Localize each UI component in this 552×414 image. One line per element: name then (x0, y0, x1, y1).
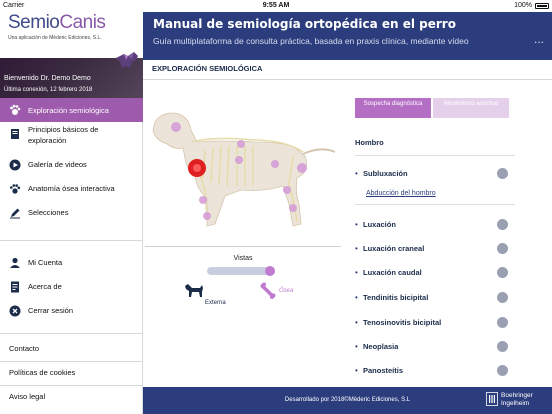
list-item-label: Tendinitis bicipital (363, 293, 429, 302)
menu-item-mi-cuenta[interactable] (0, 254, 143, 274)
view-label: Ósea (279, 288, 294, 294)
menu-item-label: Exploración semiológica (28, 106, 109, 115)
menu-divider (0, 361, 143, 362)
sidebar-header (0, 12, 143, 98)
header-bar (143, 12, 552, 60)
book-icon (9, 128, 21, 140)
list-item-label: Panosteítis (363, 366, 404, 375)
page-subtitle: Guía multiplataforma de consulta práctica, basada en praxis clínica, mediante vídeo (153, 36, 469, 46)
list-item-luxacion-caudal[interactable]: • Luxación caudal (355, 267, 515, 283)
brand-line-2: Ingelheim (501, 400, 530, 407)
bone-icon (259, 282, 277, 300)
dog-skeleton-illustration (145, 100, 345, 240)
close-circle-icon (9, 305, 21, 317)
section-title: EXPLORACIÓN SEMIOLÓGICA (152, 64, 263, 73)
menu-item-label: Selecciones (28, 208, 69, 217)
paw-prints-icon (9, 183, 21, 195)
app-logo: SemioCanis (8, 12, 106, 33)
view-osea-button[interactable] (259, 282, 299, 310)
battery-percent: 100% (514, 2, 532, 9)
logo-subtitle: Una aplicación de Mèderic Ediciones, S.L. (8, 35, 102, 41)
list-divider (355, 204, 515, 205)
menu-divider (0, 240, 143, 241)
menu-item-selecciones[interactable] (0, 204, 143, 224)
play-icon (9, 159, 21, 171)
chevron-down-icon (497, 317, 508, 328)
region-divider (355, 155, 515, 156)
chevron-down-icon (497, 243, 508, 254)
menu-item-label: Mi Cuenta (28, 258, 63, 267)
tab-sospecha-diagnostica[interactable]: Sospecha diagnóstica (355, 98, 431, 118)
list-item-label: Luxación (363, 220, 396, 229)
menu-item-label: Principios básicos de exploración (28, 125, 99, 145)
view-externa-button[interactable] (183, 282, 226, 310)
carrier-label: Carrier (3, 2, 25, 9)
section-divider (143, 79, 552, 80)
menu-item-label: Anatomía ósea interactiva (28, 184, 115, 193)
brand-icon (486, 392, 498, 406)
chevron-down-icon (497, 168, 508, 179)
brand-line-1: Boehringer (501, 392, 533, 399)
view-slider-thumb[interactable] (265, 266, 275, 276)
list-item-luxacion[interactable]: • Luxación (355, 219, 515, 235)
pencil-icon (9, 207, 21, 219)
menu-item-label: Cerrar sesión (28, 306, 74, 315)
list-item-label: Luxación craneal (363, 244, 425, 253)
cookies-link[interactable]: Políticas de cookies (9, 368, 76, 377)
document-icon (9, 281, 21, 293)
menu-item-label: Galería de videos (28, 160, 87, 169)
list-item-label: Tenosinovitis bicipital (363, 318, 442, 327)
list-item-label: Subluxación (363, 169, 408, 178)
list-item-subluxacion[interactable]: • Subluxación (355, 168, 515, 184)
last-connection-text: Última conexión, 12 febrero 2018 (4, 87, 93, 93)
list-item-luxacion-craneal[interactable]: • Luxación craneal (355, 243, 515, 259)
sidebar (0, 12, 143, 414)
menu-item-exploracion[interactable] (0, 98, 143, 122)
page-title: Manual de semiología ortopédica en el perro (153, 17, 456, 31)
view-label: Externa (205, 300, 226, 306)
footer-bar (143, 387, 552, 414)
dog-silhouette-icon (183, 282, 205, 298)
chevron-down-icon (497, 365, 508, 376)
chevron-down-icon (497, 292, 508, 303)
aviso-legal-link[interactable]: Aviso legal (9, 392, 46, 401)
list-item-label: Luxación caudal (363, 268, 422, 277)
abduccion-link[interactable]: Abducción del hombro (366, 190, 436, 197)
list-item-tenosinovitis[interactable]: • Tenosinovitis bicipital (355, 317, 515, 333)
battery-icon (535, 3, 549, 9)
status-bar (0, 0, 552, 12)
menu-item-anatomia[interactable] (0, 180, 143, 200)
menu-item-cerrar-sesion[interactable] (0, 302, 143, 322)
vistas-label: Vistas (233, 255, 253, 262)
copyright-text: Desarrollado por 2018©Mèderic Ediciones, S.L (284, 397, 411, 403)
clock: 9:55 AM (262, 2, 290, 9)
tab-movimiento-anormal[interactable]: Movimiento anormal (433, 98, 509, 118)
menu-item-principios[interactable] (0, 124, 143, 152)
chevron-down-icon (497, 219, 508, 230)
menu-divider (0, 333, 143, 334)
vistas-divider (145, 246, 341, 247)
dog-logo-icon (114, 50, 140, 70)
welcome-text: Bienvenido Dr. Demo Demo (4, 75, 91, 82)
list-item-panosteitis[interactable]: • Panosteítis (355, 365, 515, 381)
region-title: Hombro (355, 138, 384, 147)
chevron-down-icon (497, 267, 508, 278)
menu-item-label: Acerca de (28, 282, 62, 291)
chevron-down-icon (497, 341, 508, 352)
user-icon (9, 257, 21, 269)
menu-divider (0, 385, 143, 386)
paw-icon (9, 104, 21, 116)
more-indicator[interactable]: ... (533, 32, 544, 46)
menu-item-videos[interactable] (0, 156, 143, 176)
list-item-tendinitis[interactable]: • Tendinitis bicipital (355, 292, 515, 308)
list-item-label: Neoplasia (363, 342, 399, 351)
contacto-link[interactable]: Contacto (9, 344, 40, 353)
menu-item-acerca[interactable] (0, 278, 143, 298)
list-item-neoplasia[interactable]: • Neoplasia (355, 341, 515, 357)
